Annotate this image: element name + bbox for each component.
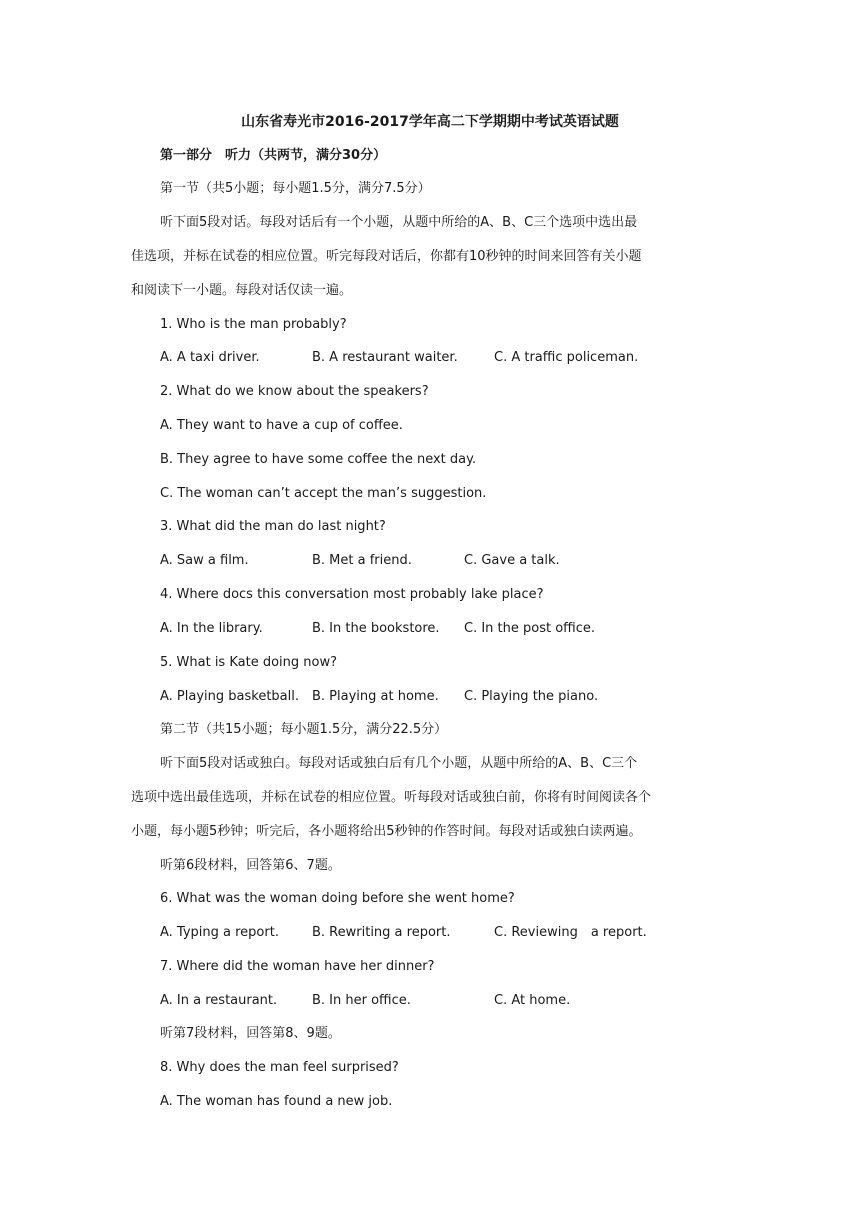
option-c: C. Playing the piano.: [464, 689, 599, 704]
option-b: B. Met a friend.: [312, 553, 412, 568]
question-3-options: [160, 551, 760, 571]
option-c: C. Gave a talk.: [464, 553, 560, 568]
question-8-stem: 8. Why does the man feel surprised?: [160, 1060, 399, 1075]
part1-heading: 第一部分 听力（共两节，满分30分）: [160, 148, 387, 163]
option-c: C. Reviewing a report.: [494, 925, 647, 940]
question-2-stem: 2. What do we know about the speakers?: [160, 384, 429, 399]
question-5-options: [160, 687, 760, 707]
section2-instruction-line: 听下面5段对话或独白。每段对话或独白后有几个小题，从题中所给的A、B、C三个: [160, 756, 638, 771]
question-1-options: [160, 348, 760, 368]
material-6-heading: 听第6段材料，回答第6、7题。: [160, 858, 341, 873]
section2-instruction-line: 小题，每小题5秒钟；听完后，各小题将给出5秒钟的作答时间。每段对话或独白读两遍。: [131, 824, 642, 839]
question-3-stem: 3. What did the man do last night?: [160, 519, 386, 534]
section1-instruction-line: 听下面5段对话。每段对话后有一个小题，从题中所给的A、B、C三个选项中选出最: [160, 215, 638, 230]
option-a: A. Playing basketball.: [160, 689, 300, 704]
option-a: A. In a restaurant.: [160, 993, 278, 1008]
option-c: C. A traffic policeman.: [494, 350, 639, 365]
option-a: A. They want to have a cup of coffee.: [160, 418, 403, 433]
question-6-stem: 6. What was the woman doing before she went home?: [160, 891, 515, 906]
option-c: C. At home.: [494, 993, 571, 1008]
section2-instruction-line: 选项中选出最佳选项，并标在试卷的相应位置。听每段对话或独白前，你将有时间阅读各个: [131, 790, 652, 805]
option-a: A. Saw a film.: [160, 553, 249, 568]
question-6-options: [160, 923, 760, 943]
option-b: B. A restaurant waiter.: [312, 350, 458, 365]
section2-heading: 第二节（共15小题；每小题1.5分，满分22.5分）: [160, 722, 448, 737]
option-b: B. Rewriting a report.: [312, 925, 451, 940]
option-c: C. In the post office.: [464, 621, 596, 636]
option-b: B. In the bookstore.: [312, 621, 440, 636]
question-7-options: [160, 991, 760, 1011]
question-4-stem: 4. Where docs this conversation most probably lake place?: [160, 587, 544, 602]
question-5-stem: 5. What is Kate doing now?: [160, 655, 337, 670]
option-c: C. The woman can’t accept the man’s suggestion.: [160, 486, 487, 501]
option-b: B. Playing at home.: [312, 689, 439, 704]
section1-heading: 第一节（共5小题；每小题1.5分，满分7.5分）: [160, 181, 431, 196]
exam-title: 山东省寿光市2016-2017学年高二下学期期中考试英语试题: [241, 114, 619, 130]
option-b: B. In her office.: [312, 993, 411, 1008]
option-a: A. A taxi driver.: [160, 350, 260, 365]
option-a: A. In the library.: [160, 621, 263, 636]
question-7-stem: 7. Where did the woman have her dinner?: [160, 959, 435, 974]
question-1-stem: 1. Who is the man probably?: [160, 317, 347, 332]
material-7-heading: 听第7段材料，回答第8、9题。: [160, 1026, 341, 1041]
option-a: A. Typing a report.: [160, 925, 279, 940]
option-b: B. They agree to have some coffee the next day.: [160, 452, 477, 467]
question-4-options: [160, 619, 760, 639]
option-a: A. The woman has found a new job.: [160, 1094, 393, 1109]
section1-instruction-line: 佳选项，并标在试卷的相应位置。听完每段对话后，你都有10秒钟的时间来回答有关小题: [131, 249, 642, 264]
section1-instruction-line: 和阅读下一小题。每段对话仅读一遍。: [131, 283, 353, 298]
